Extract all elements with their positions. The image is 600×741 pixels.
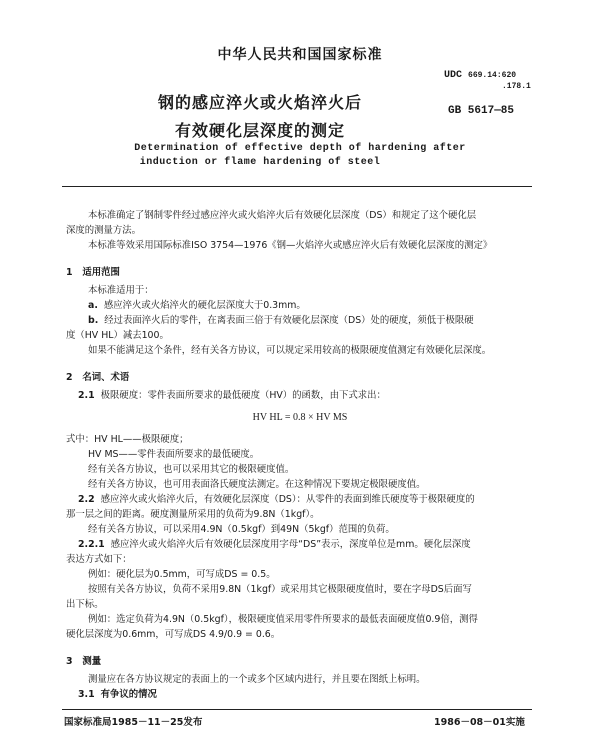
- section-1-condition: 如果不能满足这个条件，经有关各方协议，可以规定采用较高的极限硬度值测定有效硬化层深度。: [88, 345, 492, 356]
- list-marker: a.: [88, 300, 98, 311]
- intro-paragraph-1-cont: 深度的测量方法。: [66, 225, 142, 236]
- example-2: 按照有关各方协议，负荷不采用9.8N（1kgf）或采用其它极限硬度值时，要在字母DS后面写: [88, 584, 472, 595]
- udc-code-continuation: .178.1: [502, 82, 531, 91]
- intro-paragraph-1: 本标准确定了钢制零件经过感应淬火或火焰淬火后有效硬化层深度（DS）和规定了这个硬化层: [88, 210, 477, 221]
- clause-2-2-1-cont: 表达方式如下：: [66, 554, 132, 565]
- clause-text: 感应淬火或火焰淬火后有效硬化层深度用字母“DS”表示，深度单位是mm。硬化层深度: [110, 539, 471, 550]
- example-1: 例如：硬化层为0.5mm，可写成DS = 0.5。: [88, 569, 276, 580]
- clause-number: 3.1: [78, 689, 95, 700]
- clause-number: 2.1: [78, 390, 95, 401]
- list-text: 感应淬火或火焰淬火的硬化层深度大于0.3mm。: [103, 300, 306, 311]
- clause-text: 感应淬火或火焰淬火后，有效硬化层深度（DS）：从零件的表面到维氏硬度等于极限硬度的: [100, 494, 475, 505]
- standard-number: GB 5617—85: [448, 105, 515, 117]
- section-title: 名词、术语: [82, 372, 130, 383]
- section-number: 3: [66, 656, 73, 667]
- english-title-line1: Determination of effective depth of hardening after: [134, 143, 466, 154]
- list-item-a: [88, 300, 306, 312]
- section-title: 测量: [82, 656, 102, 667]
- issue-date: 国家标准局1985－11－25发布: [64, 717, 203, 728]
- document-title-line2: 有效硬化层深度的测定: [174, 121, 345, 140]
- footer-divider: [62, 709, 532, 710]
- formula-where-1: 式中：HV HL——极限硬度；: [66, 434, 189, 445]
- clause-2-2-load-range: 经有关各方协议，可以采用4.9N（0.5kgf）到49N（5kgf）范围的负荷。: [88, 524, 395, 535]
- header-divider: [62, 186, 532, 187]
- document-title-line1: 钢的感应淬火或火焰淬火后: [157, 93, 362, 112]
- clause-2-2-cont: 那一层之间的距离。硬度测量所采用的负荷为9.8N（1kgf）。: [66, 509, 320, 520]
- clause-number: 2.2.1: [78, 539, 105, 550]
- clause-2-2: [78, 494, 475, 506]
- section-1-heading: [66, 264, 120, 278]
- example-2-cont: 出下标。: [66, 599, 104, 610]
- list-item-b-cont: 度（HV HL）减去100。: [66, 330, 169, 341]
- list-item-b: [88, 315, 474, 327]
- section-3-text: 测量应在各方协议规定的表面上的一个或多个区域内进行，并且要在图纸上标明。: [88, 674, 426, 685]
- english-title-line2: induction or flame hardening of steel: [139, 157, 381, 168]
- formula-where-2: HV MS——零件表面所要求的最低硬度。: [88, 449, 260, 460]
- udc-code: 669.14:620: [468, 71, 517, 80]
- list-text: 经过表面淬火后的零件，在离表面三倍于有效硬化层深度（DS）处的硬度，须低于极限硬: [104, 315, 474, 326]
- agreement-note-1: 经有关各方协议，也可以采用其它的极限硬度值。: [88, 464, 295, 475]
- agreement-note-2: 经有关各方协议，也可用表面洛氏硬度法测定。在这种情况下要规定极限硬度值。: [88, 479, 426, 490]
- section-2-heading: [66, 369, 129, 383]
- clause-number: 2.2: [78, 494, 95, 505]
- section-3-heading: [66, 653, 101, 667]
- clause-2-1: [78, 390, 386, 402]
- udc-classification: [444, 70, 531, 92]
- implementation-date: 1986－08－01实施: [434, 717, 525, 728]
- clause-title: 有争议的情况: [100, 689, 157, 700]
- clause-text: 极限硬度：零件表面所要求的最低硬度（HV）的函数，由下式求出：: [100, 390, 386, 401]
- section-title: 适用范围: [82, 267, 120, 278]
- list-marker: b.: [88, 315, 99, 326]
- clause-2-2-1: [78, 539, 471, 551]
- example-3: 例如：选定负荷为4.9N（0.5kgf），极限硬度值采用零件所要求的最低表面硬度值0.9倍，测得: [88, 614, 478, 625]
- limit-hardness-formula: HV HL = 0.8 × HV MS: [252, 412, 348, 423]
- udc-label: UDC: [444, 70, 463, 81]
- section-number: 1: [66, 267, 73, 278]
- issuing-country-title: 中华人民共和国国家标准: [217, 47, 383, 63]
- example-3-cont: 硬化层深度为0.6mm，可写成DS 4.9/0.9 = 0.6。: [66, 629, 281, 640]
- section-number: 2: [66, 372, 73, 383]
- intro-paragraph-2: 本标准等效采用国际标准ISO 3754—1976《钢—火焰淬火或感应淬火后有效硬化层深度的测定》: [88, 240, 493, 251]
- clause-3-1: [78, 689, 157, 701]
- section-1-intro: 本标准适用于：: [88, 285, 154, 296]
